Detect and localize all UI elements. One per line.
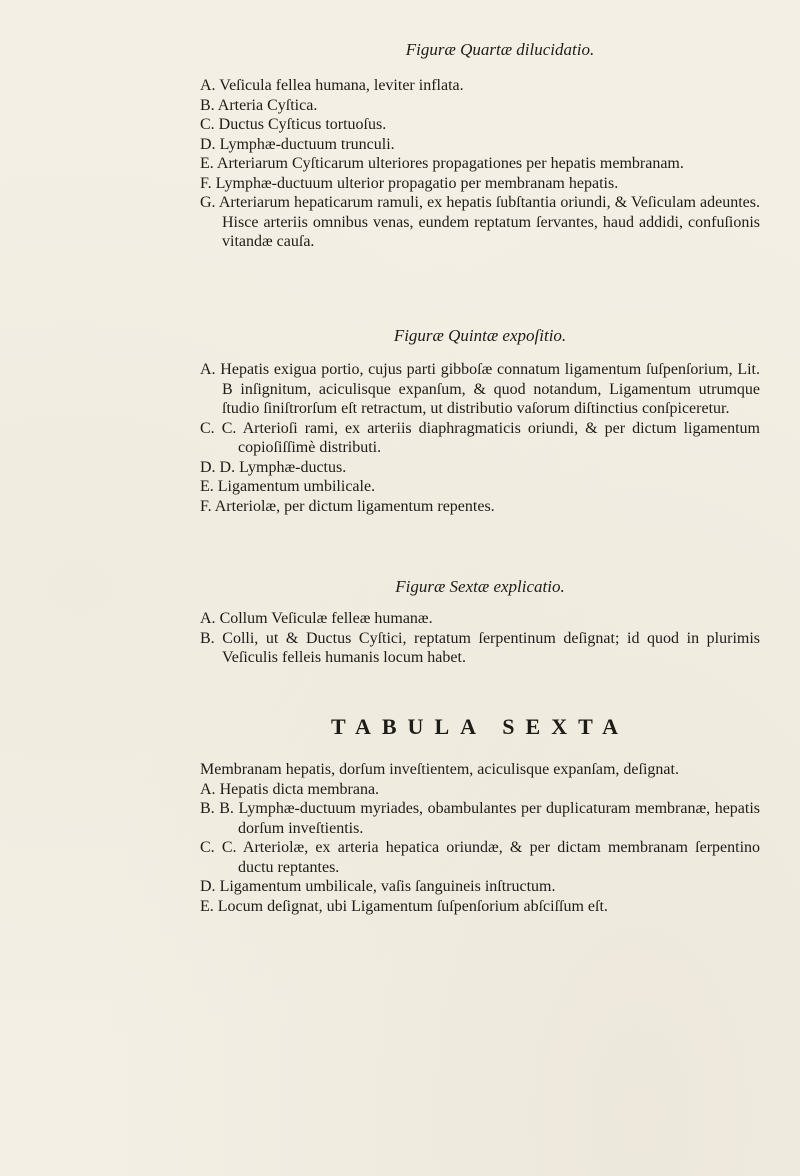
- list-item: E. Ligamentum umbilicale.: [200, 478, 376, 495]
- list-item: B. B. Lymphæ-ductuum myriades, obambulantes per duplicaturam membranæ, hepatis dorſum inveſtientis.: [200, 800, 761, 837]
- list-item: G. Arteriarum hepaticarum ramuli, ex hepatis ſubſtantia oriundi, & Veſiculam adeuntes. Hisce arteriis omnibus venas, eundem reptatum ſervantes, haud addidi, confuſionis vitandæ cauſa.: [200, 194, 760, 250]
- section-figura-sexta: [200, 575, 760, 668]
- section-figura-quarta: [200, 38, 760, 252]
- list-item: A. Veſicula fellea humana, leviter inflata.: [200, 77, 464, 94]
- list-tabula-sexta: [200, 780, 760, 917]
- section-figura-quinta: [200, 324, 760, 516]
- list-item: D. D. Lymphæ-ductus.: [200, 458, 347, 476]
- list-item: A. Collum Veſiculæ felleæ humanæ.: [200, 610, 433, 627]
- list-figura-quinta: [200, 360, 760, 516]
- list-figura-sexta: [200, 609, 760, 668]
- list-item: D. Lymphæ-ductuum trunculi.: [200, 135, 395, 153]
- list-item: C. C. Arteriolæ, ex arteria hepatica oriundæ, & per dictam membranam ſerpentino ductu reptantes.: [200, 839, 761, 876]
- list-item: D. Ligamentum umbilicale, vaſis ſanguineis inſtructum.: [200, 878, 556, 895]
- list-item: E. Locum deſignat, ubi Ligamentum ſuſpenſorium abſciſſum eſt.: [200, 897, 608, 915]
- list-item: B. Colli, ut & Ductus Cyſtici, reptatum ſerpentinum deſignat; id quod in plurimis Veſiculis felleis humanis locum habet.: [200, 629, 761, 666]
- heading-tabula-sexta: TABULA SEXTA: [330, 714, 630, 739]
- list-item: C. C. Arterioſi rami, ex arteriis diaphragmaticis oriundi, & per dictum ligamentum copioſiſſimè distributi.: [200, 419, 761, 456]
- section-tabula-sexta: [200, 712, 760, 916]
- heading-figura-quinta: Figuræ Quintæ expoſitio.: [393, 326, 567, 345]
- list-item: F. Arteriolæ, per dictum ligamentum repentes.: [200, 497, 495, 515]
- list-figura-quarta: [200, 76, 760, 252]
- list-item: A. Hepatis dicta membrana.: [200, 780, 380, 798]
- list-item: B. Arteria Cyſtica.: [200, 96, 318, 114]
- list-item: A. Hepatis exigua portio, cujus parti gibboſæ connatum ligamentum ſuſpenſorium, Lit. B inſignitum, aciculisque expanſum, & quod notandum, Ligamentum utrumque ſtudio ſiniſtrorſum eſt retractum, ut distributio vaſorum diſtinctius conſpiceretur.: [200, 361, 760, 417]
- list-item: C. Ductus Cyſticus tortuoſus.: [200, 116, 387, 133]
- tabula-intro: Membranam hepatis, dorſum inveſtientem, aciculisque expanſam, deſignat.: [200, 761, 679, 778]
- heading-figura-quarta: Figuræ Quartæ dilucidatio.: [405, 40, 595, 59]
- heading-figura-sexta: Figuræ Sextæ explicatio.: [395, 577, 565, 596]
- list-item: F. Lymphæ-ductuum ulterior propagatio per membranam hepatis.: [200, 174, 619, 192]
- list-item: E. Arteriarum Cyſticarum ulteriores propagationes per hepatis membranam.: [200, 155, 684, 172]
